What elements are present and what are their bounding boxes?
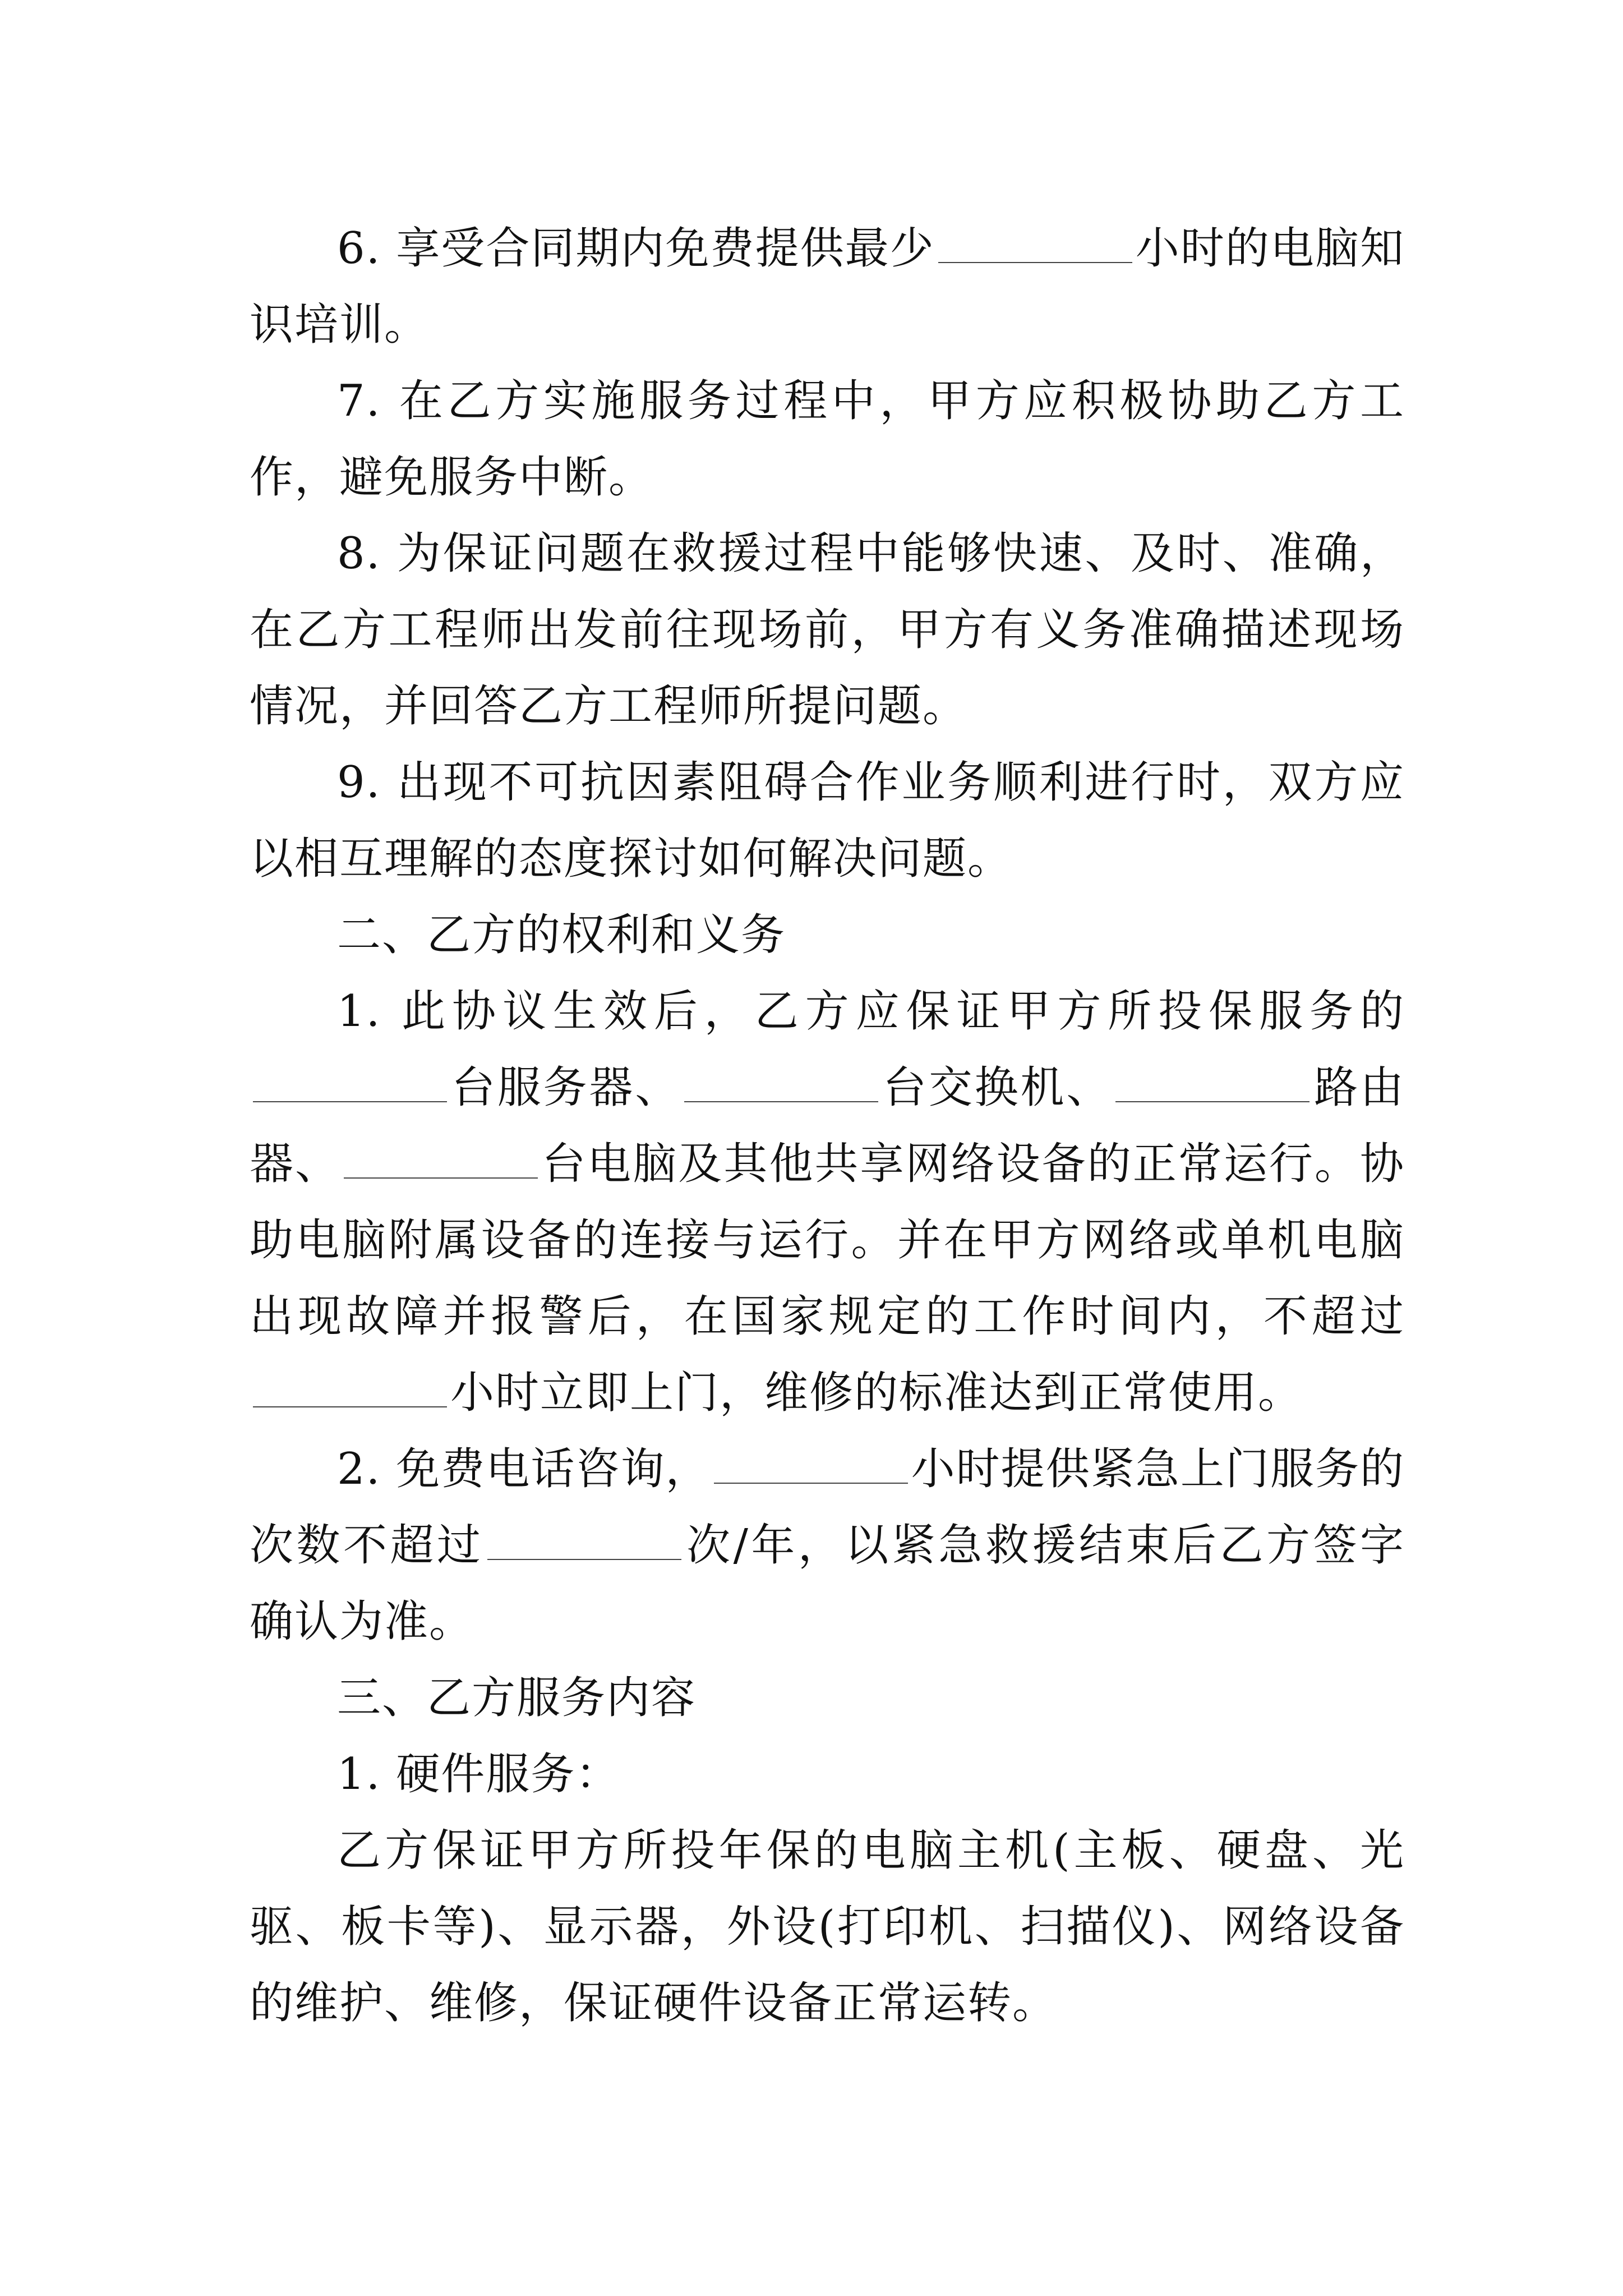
- section-3-heading: 三、乙方服务内容: [337, 1673, 697, 1723]
- s2c2-text-a: 2. 免费电话咨询，: [337, 1444, 711, 1494]
- fill-in-blank-servers[interactable]: [253, 1064, 447, 1102]
- s2c1-text-e: 台电脑及其他共享网络设备的正常运行。协助电脑附属设备的连接与运行。并在甲方网络或单机电脑出现故障并报警后，在国家规定的工作时间内，不超过: [250, 1139, 1405, 1342]
- s2c1-text-f: 小时立即上门，维修的标准达到正常使用。: [450, 1368, 1303, 1418]
- clause-6: [250, 210, 1405, 363]
- fill-in-blank-computers[interactable]: [344, 1140, 538, 1179]
- fill-in-blank-emergency-hours[interactable]: [714, 1446, 908, 1484]
- clause-6-text-a: 6. 享受合同期内免费提供最少: [337, 223, 935, 274]
- section-2-heading: 二、乙方的权利和义务: [337, 910, 786, 960]
- s2c2-text-c: 次/年，以紧急救援结束后乙方签字确认为准。: [250, 1520, 1405, 1647]
- fill-in-blank-response-hours[interactable]: [253, 1369, 447, 1407]
- fill-in-blank-switches[interactable]: [684, 1064, 878, 1102]
- section-2-clause-2: [250, 1431, 1405, 1660]
- s2c1-text-b: 台服务器、: [450, 1062, 681, 1113]
- s2c1-text-d: 路由器、: [250, 1062, 1405, 1189]
- section-2-clause-1: [250, 973, 1405, 1431]
- clause-9: 9. 出现不可抗因素阻碍合作业务顺利进行时，双方应以相互理解的态度探讨如何解决问题。: [250, 757, 1405, 884]
- clause-7: 7. 在乙方实施服务过程中，甲方应积极协助乙方工作，避免服务中断。: [250, 376, 1405, 503]
- document-page: [250, 210, 1405, 2041]
- clause-8: 8. 为保证问题在救援过程中能够快速、及时、准确，在乙方工程师出发前往现场前，甲方有义务准确描述现场情况，并回答乙方工程师所提问题。: [250, 528, 1405, 731]
- fill-in-blank-visits-per-year[interactable]: [487, 1522, 681, 1560]
- s2c1-text-a: 1. 此协议生效后，乙方应保证甲方所投保服务的: [337, 986, 1405, 1037]
- fill-in-blank-routers[interactable]: [1115, 1064, 1310, 1102]
- fill-in-blank-training-hours[interactable]: [938, 225, 1132, 263]
- s2c2-text-b: 小时提供紧急上门服务的次数不超过: [250, 1444, 1405, 1571]
- clause-6-text-b: 小时的电脑知识培训。: [250, 223, 1405, 350]
- s2c1-text-c: 台交换机、: [882, 1062, 1113, 1113]
- section-3-item-1-heading: 1. 硬件服务：: [337, 1749, 621, 1800]
- section-3-item-1-body: 乙方保证甲方所投年保的电脑主机(主板、硬盘、光驱、板卡等)、显示器，外设(打印机、扫描仪)、网络设备的维护、维修，保证硬件设备正常运转。: [250, 1825, 1405, 2028]
